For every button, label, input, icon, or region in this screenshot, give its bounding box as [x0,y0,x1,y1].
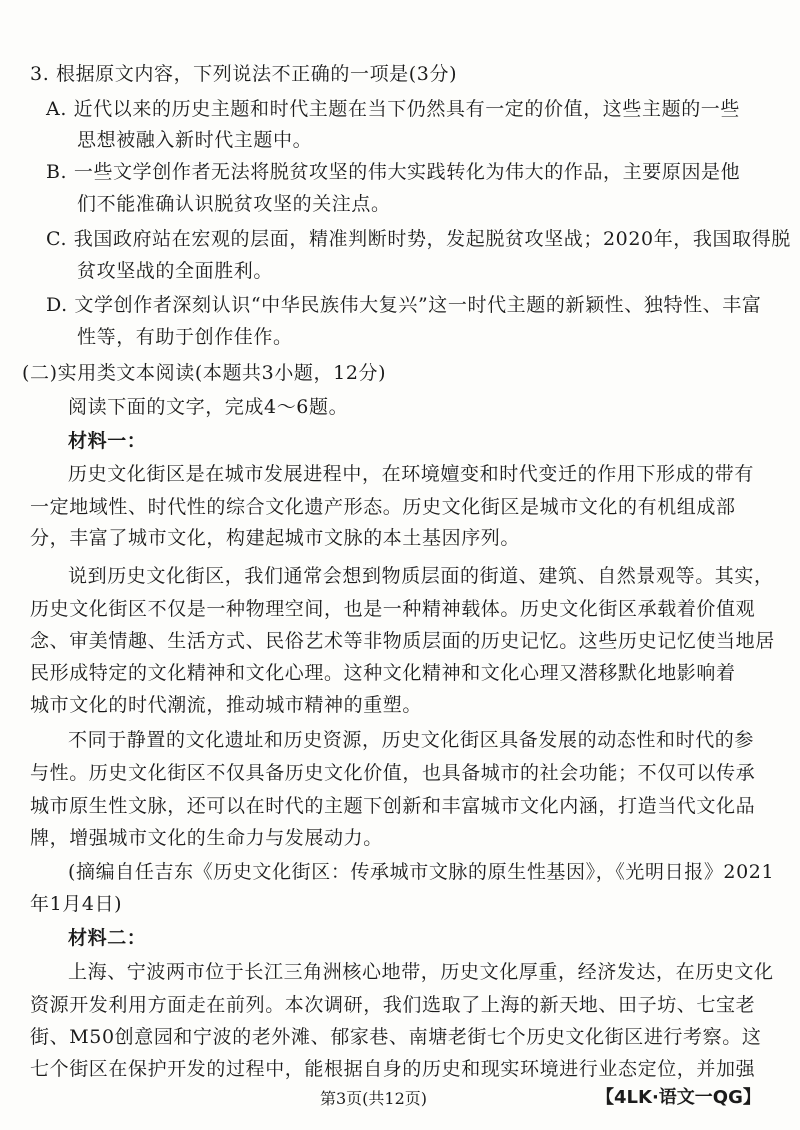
material-1-title: 材料一： [68,430,147,452]
material-1-line: 城市文化的时代潮流，推动城市精神的重塑。 [30,694,423,716]
material-1-line: 民形成特定的文化精神和文化心理。这种文化精神和文化心理又潜移默化地影响着 [30,662,736,684]
material-2-title: 材料二： [68,927,147,949]
section-instruction: 阅读下面的文字，完成4～6题。 [68,396,349,418]
option-c-line-2: 贫攻坚战的全面胜利。 [77,260,274,282]
material-1-line: 牌，增强城市文化的生命力与发展动力。 [30,827,383,849]
option-a-line-1: A. 近代以来的历史主题和时代主题在当下仍然具有一定的价值，这些主题的一些 [46,98,741,120]
material-1-line: 分，丰富了城市文化，构建起城市文脉的本土基因序列。 [30,527,521,549]
exam-code: 【4LK·语文一QG】 [596,1087,761,1108]
material-1-line: 城市原生性文脉，还可以在时代的主题下创新和丰富城市文化内涵，打造当代文化品 [30,795,756,817]
option-c-line-1: C. 我国政府站在宏观的层面，精准判断时势，发起脱贫攻坚战；2020年，我国取得脱 [46,228,791,250]
material-1-source: 年1月4日) [30,893,123,915]
material-1-line: 说到历史文化街区，我们通常会想到物质层面的街道、建筑、自然景观等。其实， [68,565,774,587]
option-a-line-2: 思想被融入新时代主题中。 [77,129,313,151]
material-1-line: 念、审美情趣、生活方式、民俗艺术等非物质层面的历史记忆。这些历史记忆使当地居 [30,630,775,652]
material-1-line: 不同于静置的文化遗址和历史资源，历史文化街区具备发展的动态性和时代的参 [68,729,755,751]
question-3-stem: 3. 根据原文内容，下列说法不正确的一项是(3分) [30,63,458,85]
material-1-line: 历史文化街区是在城市发展进程中，在环境嬗变和时代变迁的作用下形成的带有 [68,463,755,485]
option-b-line-2: 们不能准确认识脱贫攻坚的关注点。 [77,193,391,215]
material-2-line: 街、M50创意园和宁波的老外滩、郁家巷、南塘老街七个历史文化街区进行考察。这 [30,1026,762,1048]
section-heading: (二)实用类文本阅读(本题共3小题，12分) [22,362,387,384]
option-d-line-2: 性等，有助于创作佳作。 [77,326,293,348]
material-2-line: 七个街区在保护开发的过程中，能根据自身的历史和现实环境进行业态定位，并加强 [30,1058,756,1080]
material-2-line: 上海、宁波两市位于长江三角洲核心地带，历史文化厚重，经济发达，在历史文化 [68,961,774,983]
option-b-line-1: B. 一些文学创作者无法将脱贫攻坚的伟大实践转化为伟大的作品，主要原因是他 [46,161,741,183]
material-1-source: (摘编自任吉东《历史文化街区：传承城市文脉的原生性基因》，《光明日报》2021 [68,861,775,883]
material-1-line: 与性。历史文化街区不仅具备历史文化价值，也具备城市的社会功能；不仅可以传承 [30,762,756,784]
material-2-line: 资源开发利用方面走在前列。本次调研，我们选取了上海的新天地、田子坊、七宝老 [30,994,756,1016]
material-1-line: 历史文化街区不仅是一种物理空间，也是一种精神载体。历史文化街区承载着价值观 [30,598,756,620]
option-d-line-1: D. 文学创作者深刻认识“中华民族伟大复兴”这一时代主题的新颖性、独特性、丰富 [46,294,762,316]
material-1-line: 一定地域性、时代性的综合文化遗产形态。历史文化街区是城市文化的有机组成部 [30,496,736,518]
page-number: 第3页(共12页) [320,1089,428,1108]
